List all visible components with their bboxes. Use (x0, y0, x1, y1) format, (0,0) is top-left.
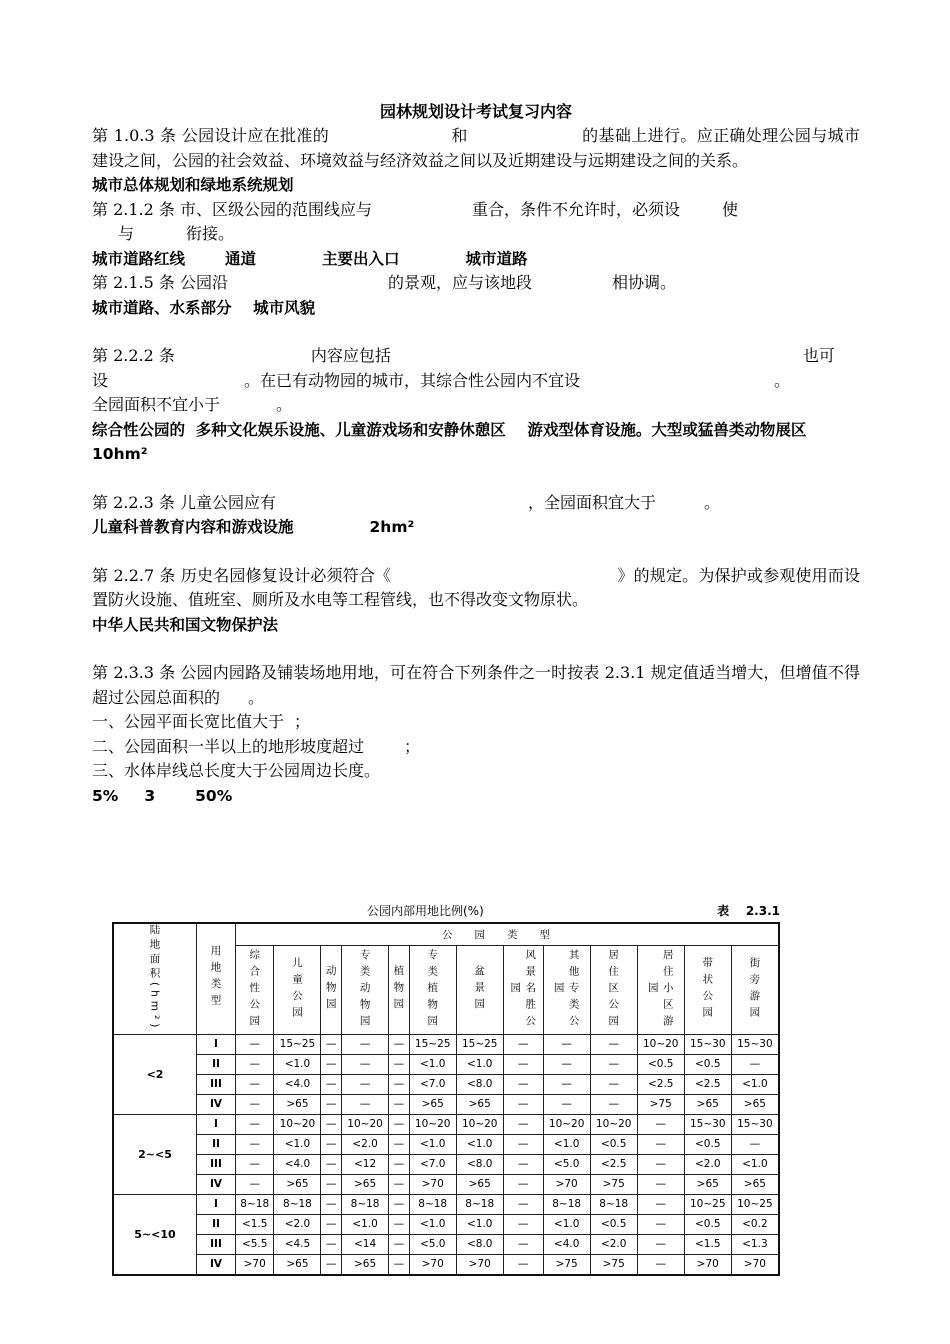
value-cell: 15~30 (684, 1115, 731, 1135)
grade-cell: II (197, 1055, 236, 1075)
value-cell: <1.0 (409, 1055, 456, 1075)
grade-cell: III (197, 1075, 236, 1095)
table-body (113, 1035, 779, 1276)
value-cell: <1.0 (731, 1075, 779, 1095)
value-cell: — (637, 1215, 684, 1235)
table-header (112, 898, 780, 922)
clause-text: ； (294, 712, 311, 731)
condition-3: 三、水体岸线总长度大于公园周边长度。 (92, 761, 381, 780)
value-cell: — (321, 1175, 342, 1195)
value-cell: — (590, 1035, 637, 1055)
value-cell: <1.5 (236, 1215, 274, 1235)
type-header: 盆景园 (456, 945, 503, 1035)
value-cell: 15~25 (409, 1035, 456, 1055)
value-cell: <4.0 (543, 1235, 590, 1255)
col-use-header (197, 923, 236, 1035)
table-row (113, 1155, 779, 1175)
value-cell: — (342, 1055, 389, 1075)
value-cell: >70 (543, 1175, 590, 1195)
value-cell: — (389, 1115, 410, 1135)
type-header: 其他专类公园 (543, 945, 590, 1035)
answer-item: 50% (195, 786, 233, 805)
value-cell: — (637, 1115, 684, 1135)
value-cell: — (389, 1255, 410, 1276)
value-cell: — (503, 1235, 543, 1255)
value-cell: — (731, 1055, 779, 1075)
value-cell: 8~18 (590, 1195, 637, 1215)
value-cell: >70 (409, 1255, 456, 1276)
value-cell: <8.0 (456, 1155, 503, 1175)
value-cell: — (389, 1215, 410, 1235)
value-cell: <1.0 (274, 1055, 321, 1075)
value-cell: <1.0 (456, 1055, 503, 1075)
value-cell: 8~18 (409, 1195, 456, 1215)
condition-2: 二、公园面积一半以上的地形坡度超过 (92, 736, 365, 756)
value-cell: >75 (637, 1095, 684, 1115)
answer-2-1-2 (92, 247, 860, 272)
page-title: 园林规划设计考试复习内容 (379, 102, 572, 121)
answer-item: 主要出入口 (322, 249, 400, 268)
grade-cell: IV (197, 1095, 236, 1115)
value-cell: <14 (342, 1235, 389, 1255)
answer-2-2-2: 综合性公园的 多种文化娱乐设施、儿童游戏场和安静休憩区 游戏型体育设施。大型或猛兽类动物展区 10hm² (92, 420, 812, 463)
value-cell: — (236, 1175, 274, 1195)
value-cell: >65 (731, 1095, 779, 1115)
value-cell: — (503, 1035, 543, 1055)
answer-item: 城市道路红线 (92, 249, 186, 268)
value-cell: 8~18 (236, 1195, 274, 1215)
value-cell: — (236, 1155, 274, 1175)
value-cell: — (637, 1135, 684, 1155)
value-cell: 15~25 (274, 1035, 321, 1055)
table-number: 表 2.3.1 (717, 904, 780, 918)
value-cell: — (503, 1195, 543, 1215)
clause-text: 第 2.3.3 条 公园内园路及铺装场地用地，可在符合下列条件之一时按表 2.3.1 规定值适当增大，但增值不得超过公园总面积的 (92, 663, 860, 707)
value-cell: <4.0 (274, 1075, 321, 1095)
answer-2-3-3 (92, 784, 860, 809)
value-cell: <1.0 (409, 1215, 456, 1235)
type-header: 儿童公园 (274, 945, 321, 1035)
clause-text: ，全园面积宜大于 (527, 492, 656, 512)
value-cell: — (543, 1095, 590, 1115)
clause-2-1-5 (92, 271, 860, 296)
table-row (113, 1135, 779, 1155)
value-cell: 15~30 (684, 1035, 731, 1055)
answer-1-0-3: 城市总体规划和绿地系统规划 (92, 176, 294, 194)
answer-2-2-7: 中华人民共和国文物保护法 (92, 615, 279, 634)
value-cell: — (503, 1055, 543, 1075)
header-text: 用地类型 (209, 944, 222, 1011)
clause-text: 第 2.2.3 条 儿童公园应有 (92, 492, 276, 512)
value-cell: — (503, 1175, 543, 1195)
value-cell: 8~18 (543, 1195, 590, 1215)
clause-text: 重合，条件不允许时，必须设 (471, 199, 680, 219)
value-cell: 10~25 (684, 1195, 731, 1215)
clause-2-2-7 (92, 564, 860, 613)
value-cell: >75 (590, 1255, 637, 1276)
grade-cell: IV (197, 1175, 236, 1195)
answer-item: 城市道路 (465, 249, 528, 268)
value-cell: 15~30 (731, 1115, 779, 1135)
answer-2-1-5: 城市道路、水系部分 城市风貌 (92, 298, 316, 317)
type-header: 专类植物园 (409, 945, 456, 1035)
value-cell: — (321, 1215, 342, 1235)
value-cell: 10~20 (456, 1115, 503, 1135)
value-cell: — (389, 1155, 410, 1175)
clause-text: 使 (722, 199, 739, 219)
value-cell: — (321, 1035, 342, 1055)
value-cell: 10~20 (590, 1115, 637, 1135)
value-cell: <1.5 (684, 1235, 731, 1255)
clause-text: 。 (704, 492, 721, 512)
value-cell: <8.0 (456, 1075, 503, 1095)
value-cell: — (503, 1155, 543, 1175)
value-cell: — (236, 1115, 274, 1135)
value-cell: <0.5 (684, 1215, 731, 1235)
value-cell: 10~20 (637, 1035, 684, 1055)
value-cell: >65 (274, 1095, 321, 1115)
value-cell: >65 (731, 1175, 779, 1195)
clause-2-3-3 (92, 661, 860, 784)
clause-text: 。 (248, 687, 265, 707)
clause-text: 第 2.1.2 条 市、区级公园的范围线应与 (92, 199, 372, 219)
value-cell: <2.0 (274, 1215, 321, 1235)
land-use-table (112, 898, 780, 1276)
value-cell: — (590, 1095, 637, 1115)
area-cell: 5~<10 (113, 1195, 197, 1276)
value-cell: >70 (456, 1255, 503, 1276)
col-area-header (113, 923, 197, 1035)
type-header: 居住小区游园 (637, 945, 684, 1035)
value-cell: <4.5 (274, 1235, 321, 1255)
value-cell: — (321, 1255, 342, 1276)
document-body (92, 100, 860, 808)
value-cell: — (321, 1195, 342, 1215)
clause-text: 的景观，应与该地段 (387, 273, 532, 292)
table-row (113, 1255, 779, 1276)
clause-text: 设 (92, 370, 109, 390)
value-cell: <0.5 (590, 1135, 637, 1155)
value-cell: <1.0 (456, 1215, 503, 1235)
value-cell: >75 (543, 1255, 590, 1276)
value-cell: — (590, 1055, 637, 1075)
value-cell: — (389, 1055, 410, 1075)
clause-2-2-3 (92, 491, 860, 516)
value-cell: >65 (456, 1175, 503, 1195)
table-row (113, 1195, 779, 1215)
condition-1: 一、公园平面长宽比值大于 (92, 712, 285, 731)
value-cell: 8~18 (274, 1195, 321, 1215)
value-cell: — (321, 1055, 342, 1075)
value-cell: — (637, 1175, 684, 1195)
value-cell: — (321, 1115, 342, 1135)
answer-item: 5% (92, 786, 119, 805)
clause-text: 。 (276, 395, 293, 414)
value-cell: — (342, 1075, 389, 1095)
clause-text: 的基础上进行。应正确处理公园与城市建设之间，公园的社会效益、环境效益与经济效益之间以及近期建设与远期建设之间的关系。 (92, 126, 860, 170)
value-cell: — (389, 1095, 410, 1115)
clause-text: ； (404, 736, 421, 756)
table (112, 922, 780, 1276)
table-row (113, 1095, 779, 1115)
value-cell: <1.0 (274, 1135, 321, 1155)
value-cell: — (236, 1095, 274, 1115)
value-cell: 15~30 (731, 1035, 779, 1055)
value-cell: <2.0 (342, 1135, 389, 1155)
value-cell: >65 (409, 1095, 456, 1115)
value-cell: <0.5 (637, 1055, 684, 1075)
table-row (113, 1215, 779, 1235)
grade-cell: II (197, 1135, 236, 1155)
table-row (113, 1035, 779, 1055)
type-header: 植物园 (389, 945, 410, 1035)
answer-item: 通道 (225, 249, 257, 268)
value-cell: >65 (684, 1175, 731, 1195)
value-cell: — (321, 1235, 342, 1255)
value-cell: 15~25 (456, 1035, 503, 1055)
value-cell: — (389, 1075, 410, 1095)
value-cell: — (590, 1075, 637, 1095)
value-cell: >70 (731, 1255, 779, 1276)
table-caption: 公园内部用地比例(%) (367, 904, 484, 918)
value-cell: — (503, 1255, 543, 1276)
value-cell: — (543, 1055, 590, 1075)
clause-text: 。在已有动物园的城市，其综合性公园内不宜设 (244, 370, 581, 390)
clause-text: 第 2.1.5 条 公园沿 (92, 273, 228, 292)
value-cell: — (236, 1075, 274, 1095)
table-row (113, 1055, 779, 1075)
value-cell: <2.5 (590, 1155, 637, 1175)
clause-text: 》的规定。为保护或参观使用而设置防火设施、值班室、厕所及水电等工程管线，也不得改变文物原状。 (92, 565, 860, 609)
value-cell: — (503, 1095, 543, 1115)
clause-text: 和 (451, 126, 468, 145)
value-cell: <7.0 (409, 1075, 456, 1095)
value-cell: >65 (342, 1255, 389, 1276)
value-cell: <0.5 (684, 1135, 731, 1155)
value-cell: 10~20 (409, 1115, 456, 1135)
grade-cell: III (197, 1235, 236, 1255)
clause-text: 与 (118, 224, 135, 243)
answer-item: 3 (144, 786, 156, 805)
value-cell: 10~20 (342, 1115, 389, 1135)
value-cell: >70 (409, 1175, 456, 1195)
answer-item: 2hm² (369, 518, 415, 536)
type-header: 街旁游园 (731, 945, 779, 1035)
value-cell: — (342, 1035, 389, 1055)
group-header: 公园类型 (236, 923, 780, 945)
value-cell: <1.3 (731, 1235, 779, 1255)
type-header: 居住区公园 (590, 945, 637, 1035)
value-cell: 8~18 (342, 1195, 389, 1215)
table-row (113, 1115, 779, 1135)
clause-text: 相协调。 (612, 273, 677, 292)
value-cell: <8.0 (456, 1235, 503, 1255)
value-cell: <1.0 (342, 1215, 389, 1235)
value-cell: — (389, 1175, 410, 1195)
value-cell: — (637, 1235, 684, 1255)
area-cell: 2~<5 (113, 1115, 197, 1195)
value-cell: <5.0 (543, 1155, 590, 1175)
area-cell: <2 (113, 1035, 197, 1115)
clause-text: 也可 (802, 346, 835, 365)
value-cell: <2.0 (590, 1235, 637, 1255)
clause-1-0-3 (92, 124, 860, 173)
grade-cell: II (197, 1215, 236, 1235)
value-cell: <2.5 (637, 1075, 684, 1095)
type-header: 带状公园 (684, 945, 731, 1035)
value-cell: 10~20 (543, 1115, 590, 1135)
value-cell: 8~18 (456, 1195, 503, 1215)
grade-cell: IV (197, 1255, 236, 1276)
value-cell: — (321, 1135, 342, 1155)
grade-cell: III (197, 1155, 236, 1175)
type-header: 风景名胜公园 (503, 945, 543, 1035)
value-cell: — (236, 1055, 274, 1075)
value-cell: — (389, 1195, 410, 1215)
value-cell: — (503, 1075, 543, 1095)
value-cell: >70 (236, 1255, 274, 1276)
grade-cell: I (197, 1195, 236, 1215)
answer-item: 儿童科普教育内容和游戏设施 (92, 518, 294, 536)
value-cell: — (731, 1135, 779, 1155)
type-header: 专类动物园 (342, 945, 389, 1035)
value-cell: — (236, 1035, 274, 1055)
value-cell: <0.5 (590, 1215, 637, 1235)
clause-2-1-2 (92, 198, 860, 247)
value-cell: <1.0 (543, 1215, 590, 1235)
value-cell: <1.0 (456, 1135, 503, 1155)
value-cell: — (389, 1135, 410, 1155)
grade-cell: I (197, 1115, 236, 1135)
answer-2-2-3 (92, 515, 860, 540)
value-cell: <5.0 (409, 1235, 456, 1255)
value-cell: >65 (274, 1255, 321, 1276)
value-cell: <12 (342, 1155, 389, 1175)
value-cell: <7.0 (409, 1155, 456, 1175)
value-cell: <0.5 (684, 1055, 731, 1075)
value-cell: — (236, 1135, 274, 1155)
clause-text: 。 (774, 370, 791, 390)
value-cell: 10~25 (731, 1195, 779, 1215)
clause-text: 全园面积不宜小于 (92, 395, 221, 414)
value-cell: — (503, 1115, 543, 1135)
grade-cell: I (197, 1035, 236, 1055)
value-cell: — (321, 1155, 342, 1175)
value-cell: — (543, 1035, 590, 1055)
value-cell: >75 (590, 1175, 637, 1195)
value-cell: >65 (274, 1175, 321, 1195)
table-row (113, 1175, 779, 1195)
value-cell: — (503, 1135, 543, 1155)
table-row (113, 1075, 779, 1095)
table-row (113, 1235, 779, 1255)
value-cell: >65 (456, 1095, 503, 1115)
value-cell: — (342, 1095, 389, 1115)
clause-2-2-2 (92, 344, 860, 418)
clause-text: 第 2.2.2 条 (92, 346, 175, 365)
value-cell: 10~20 (274, 1115, 321, 1135)
value-cell: — (637, 1195, 684, 1215)
type-header: 动物园 (321, 945, 342, 1035)
value-cell: <0.2 (731, 1215, 779, 1235)
clause-text: 第 2.2.7 条 历史名园修复设计必须符合《 (92, 565, 392, 585)
value-cell: <4.0 (274, 1155, 321, 1175)
clause-text: 衔接。 (186, 224, 235, 243)
value-cell: — (389, 1035, 410, 1055)
clause-text: 第 1.0.3 条 公园设计应在批准的 (92, 126, 330, 145)
type-header: 综合性公园 (236, 945, 274, 1035)
value-cell: >65 (684, 1095, 731, 1115)
value-cell: — (389, 1235, 410, 1255)
value-cell: <1.0 (409, 1135, 456, 1155)
value-cell: — (637, 1255, 684, 1276)
value-cell: <5.5 (236, 1235, 274, 1255)
value-cell: <2.5 (684, 1075, 731, 1095)
value-cell: — (321, 1095, 342, 1115)
value-cell: — (543, 1075, 590, 1095)
clause-text: 内容应包括 (310, 346, 391, 365)
value-cell: — (321, 1075, 342, 1095)
value-cell: <1.0 (543, 1135, 590, 1155)
value-cell: — (637, 1155, 684, 1175)
value-cell: — (503, 1215, 543, 1235)
value-cell: >70 (684, 1255, 731, 1276)
value-cell: >65 (342, 1175, 389, 1195)
value-cell: <2.0 (684, 1155, 731, 1175)
value-cell: <1.0 (731, 1155, 779, 1175)
header-text: 陆地面积(hm²) (148, 924, 161, 1032)
